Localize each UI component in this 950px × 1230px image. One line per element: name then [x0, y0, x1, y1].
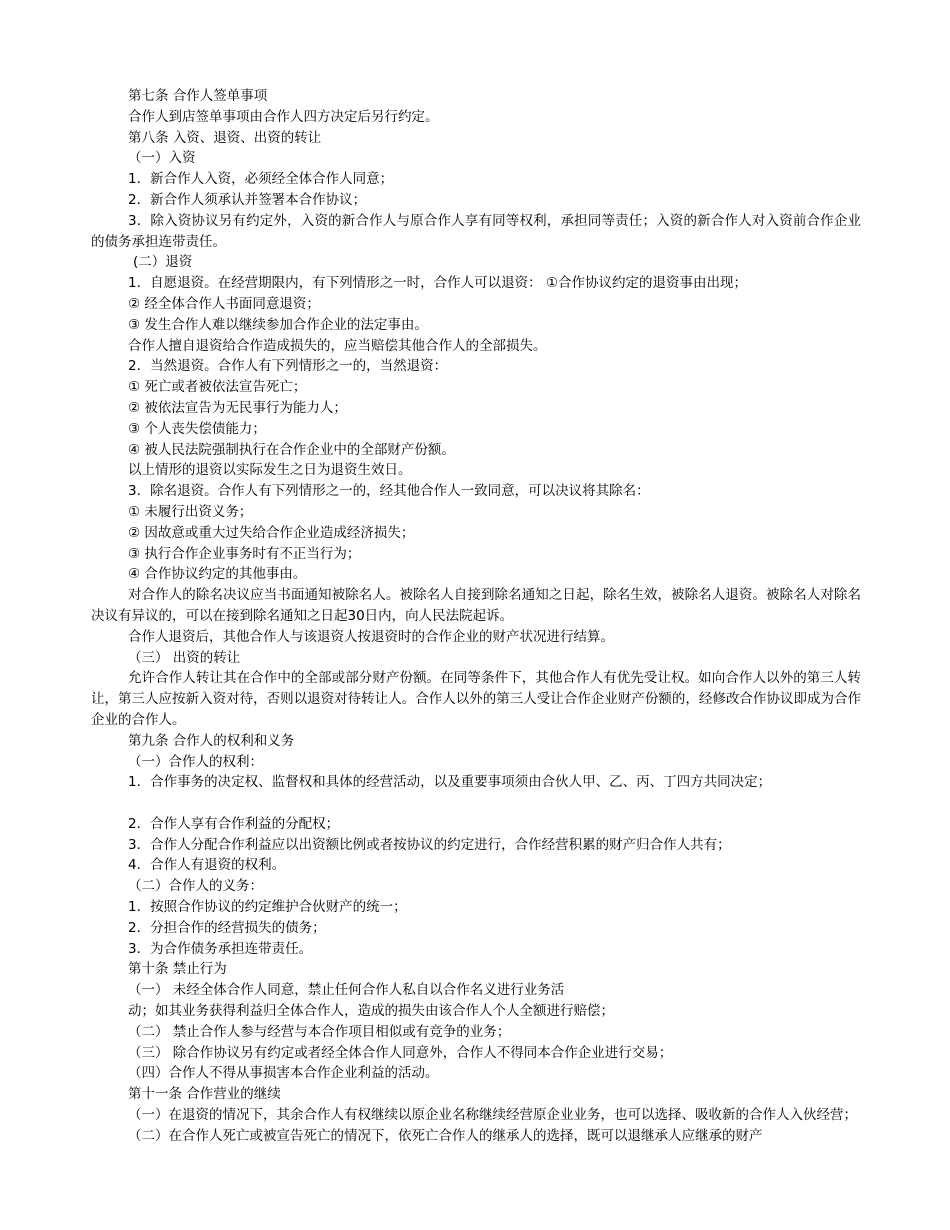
document-line: （二）在合作人死亡或被宣告死亡的情况下，依死亡合作人的继承人的选择，既可以退继承人应继承的财产 — [128, 1127, 763, 1144]
document-line: 合作人擅自退资给合作造成损失的，应当赔偿其他合作人的全部损失。 — [128, 337, 547, 354]
document-line: （一）在退资的情况下，其余合作人有权继续以原企业名称继续经营原企业业务，也可以选择、吸收新的合作人入伙经营； — [128, 1107, 857, 1124]
document-line: 3．除入资协议另有约定外，入资的新合作人与原合作人享有同等权利，承担同等责任；入资的新合作人对入资前合作企业的债务承担连带责任。 — [91, 212, 861, 250]
document-line: 第七条 合作人签单事项 — [128, 88, 268, 104]
document-line: ② 被依法宣告为无民事行为能力人； — [128, 399, 347, 416]
document-line: ③ 发生合作人难以继续参加合作企业的法定事由。 — [128, 316, 428, 333]
document-line: （三） 除合作协议另有约定或者经全体合作人同意外，合作人不得同本合作企业进行交易； — [128, 1044, 673, 1061]
document-line: ③ 个人丧失偿债能力； — [128, 420, 266, 437]
document-line: ③ 执行合作企业事务时有不正当行为； — [128, 545, 361, 562]
document-line: 第十条 禁止行为 — [128, 961, 227, 978]
document-line: 对合作人的除名决议应当书面通知被除名人。被除名人自接到除名通知之日起，除名生效，被除名人退资。被除名人对除名决议有异议的，可以在接到除名通知之日起30日内，向人民法院起诉。 — [91, 587, 861, 624]
document-line: （一）合作人的权利： — [128, 753, 263, 770]
document-line: 合作人到店签单事项由合作人四方决定后另行约定。 — [128, 108, 439, 125]
document-line: （二） 禁止合作人参与经营与本合作项目相似或有竞争的业务； — [128, 1023, 511, 1040]
document-line: 2．当然退资。合作人有下列情形之一的，当然退资： — [128, 358, 448, 375]
document-line: 1．新合作人入资，必须经全体合作人同意； — [128, 171, 394, 188]
document-line: 2．分担合作的经营损失的债务； — [128, 919, 326, 936]
document-line — [91, 793, 861, 814]
document-line: ② 经全体合作人书面同意退资； — [128, 295, 320, 312]
document-line: 合作人退资后，其他合作人与该退资人按退资时的合作企业的财产状况进行结算。 — [128, 628, 614, 645]
document-line: 3．除名退资。合作人有下列情形之一的，经其他合作人一致同意，可以决议将其除名： — [128, 483, 650, 500]
document-line: (二）退资 — [133, 254, 193, 271]
document-line: 3．合作人分配合作利益应以出资额比例或者按协议的约定进行，合作经营积累的财产归合作人共有； — [128, 836, 731, 853]
document-line: ① 死亡或者被依法宣告死亡； — [128, 379, 307, 396]
document-line: 以上情形的退资以实际发生之日为退资生效日。 — [128, 462, 412, 479]
document-line: （一） 未经全体合作人同意，禁止任何合作人私自以合作名义进行业务活 — [128, 982, 565, 999]
document-line: 2．新合作人须承认并签署本合作协议； — [128, 191, 367, 208]
document-line: 3．为合作债务承担连带责任。 — [128, 940, 313, 957]
document-line: （四）合作人不得从事损害本合作企业利益的活动。 — [128, 1065, 439, 1082]
document-line: （一）入资 — [128, 150, 196, 167]
document-line: 第九条 合作人的权利和义务 — [128, 732, 295, 749]
document-line: 1．按照合作协议的约定维护合伙财产的统一； — [128, 899, 407, 916]
document-line: 2．合作人享有合作利益的分配权； — [128, 815, 340, 832]
document-line: ④ 合作协议约定的其他事由。 — [128, 566, 307, 583]
document-line: 1．自愿退资。在经营期限内，有下列情形之一时，合作人可以退资： ①合作协议约定的退资事由出现； — [128, 275, 747, 292]
document-page — [91, 86, 861, 1147]
document-line: 1．合作事务的决定权、监督权和具体的经营活动，以及重要事项须由合伙人甲、乙、丙、丁四方共同决定； — [128, 774, 772, 791]
document-line: 允许合作人转让其在合作中的全部或部分财产份额。在同等条件下，其他合作人有优先受让权。如向合作人以外的第三人转让，第三人应按新入资对待，否则以退资对待转让人。合作人以外的第三人受让合作企业财产份额的，经修改合作协议即成为合作企业的合作人。 — [91, 670, 861, 728]
document-line: ② 因故意或重大过失给合作企业造成经济损失； — [128, 524, 415, 541]
document-line: 第八条 入资、退资、出资的转让 — [128, 129, 322, 146]
document-line: （二）合作人的义务： — [128, 878, 263, 895]
document-line: ④ 被人民法院强制执行在合作企业中的全部财产份额。 — [128, 441, 455, 458]
document-line: 第十一条 合作营业的继续 — [128, 1086, 281, 1103]
document-line: 动；如其业务获得利益归全体合作人，造成的损失由该合作人个人全额进行赔偿； — [128, 1003, 614, 1020]
document-line: （三） 出资的转让 — [128, 649, 241, 666]
document-line: ① 未履行出资义务； — [128, 503, 253, 520]
document-line: 4．合作人有退资的权利。 — [128, 857, 286, 874]
